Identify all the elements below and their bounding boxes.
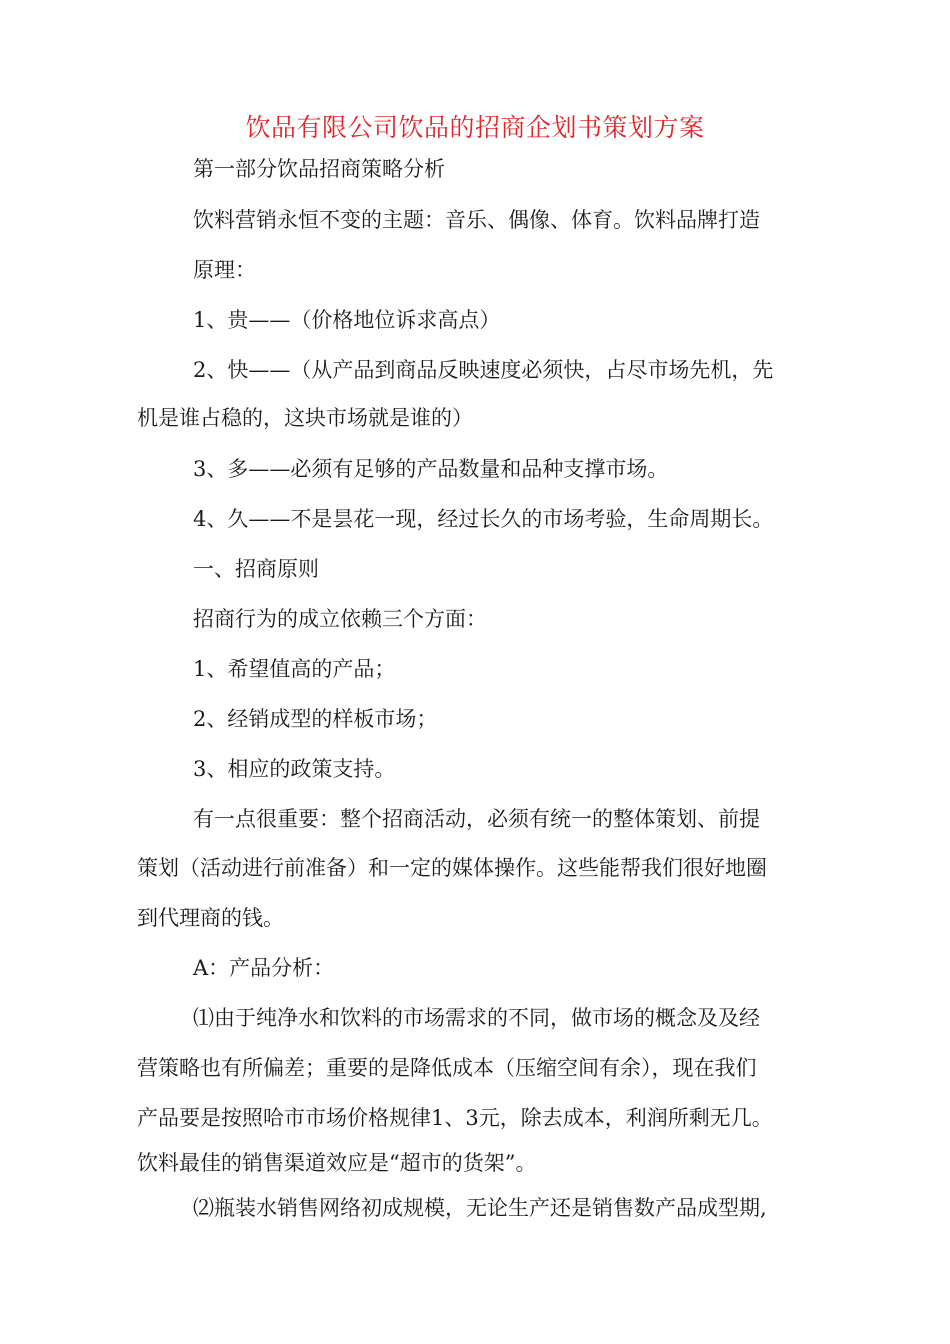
- paragraph-line: 有一点很重要：整个招商活动，必须有统一的整体策划、前提: [193, 807, 760, 831]
- list-item: 1、希望值高的产品；: [193, 657, 396, 681]
- paragraph-line: ⑵瓶装水销售网络初成规模，无论生产还是销售数产品成型期,: [193, 1196, 767, 1220]
- list-item-cont: 机是谁占稳的，这块市场就是谁的）: [137, 406, 473, 430]
- paragraph-line: 到代理商的钱。: [137, 906, 284, 930]
- paragraph-line: 招商行为的成立依赖三个方面：: [193, 607, 487, 631]
- paragraph-line: 营策略也有所偏差；重要的是降低成本（压缩空间有余），现在我们: [137, 1056, 757, 1080]
- paragraph-line: ⑴由于纯净水和饮料的市场需求的不同，做市场的概念及及经: [193, 1006, 760, 1030]
- paragraph-line: 原理：: [193, 258, 256, 282]
- list-item: 3、相应的政策支持。: [193, 757, 396, 781]
- list-item: 2、快——（从产品到商品反映速度必须快，占尽市场先机，先: [193, 358, 774, 382]
- document-title: 饮品有限公司饮品的招商企划书策划方案: [245, 113, 705, 142]
- list-item: 2、经销成型的样板市场；: [193, 707, 438, 731]
- list-item: 1、贵——（价格地位诉求高点）: [193, 308, 501, 332]
- section-heading: 第一部分饮品招商策略分析: [193, 157, 445, 181]
- paragraph-line: 产品要是按照哈市市场价格规律1、3元，除去成本，利润所剩无几。: [137, 1106, 773, 1130]
- list-item: 3、多——必须有足够的产品数量和品种支撑市场。: [193, 457, 669, 481]
- list-item: 4、久——不是昙花一现，经过长久的市场考验，生命周期长。: [193, 507, 774, 531]
- paragraph-line: 饮料营销永恒不变的主题：音乐、偶像、体育。饮料品牌打造: [193, 208, 760, 232]
- paragraph-line: 策划（活动进行前准备）和一定的媒体操作。这些能帮我们很好地圈: [137, 856, 767, 880]
- paragraph-line: 饮料最佳的销售渠道效应是“超市的货架”。: [137, 1151, 537, 1175]
- subsection-heading: A：产品分析：: [193, 956, 335, 980]
- section-heading: 一、招商原则: [193, 557, 319, 581]
